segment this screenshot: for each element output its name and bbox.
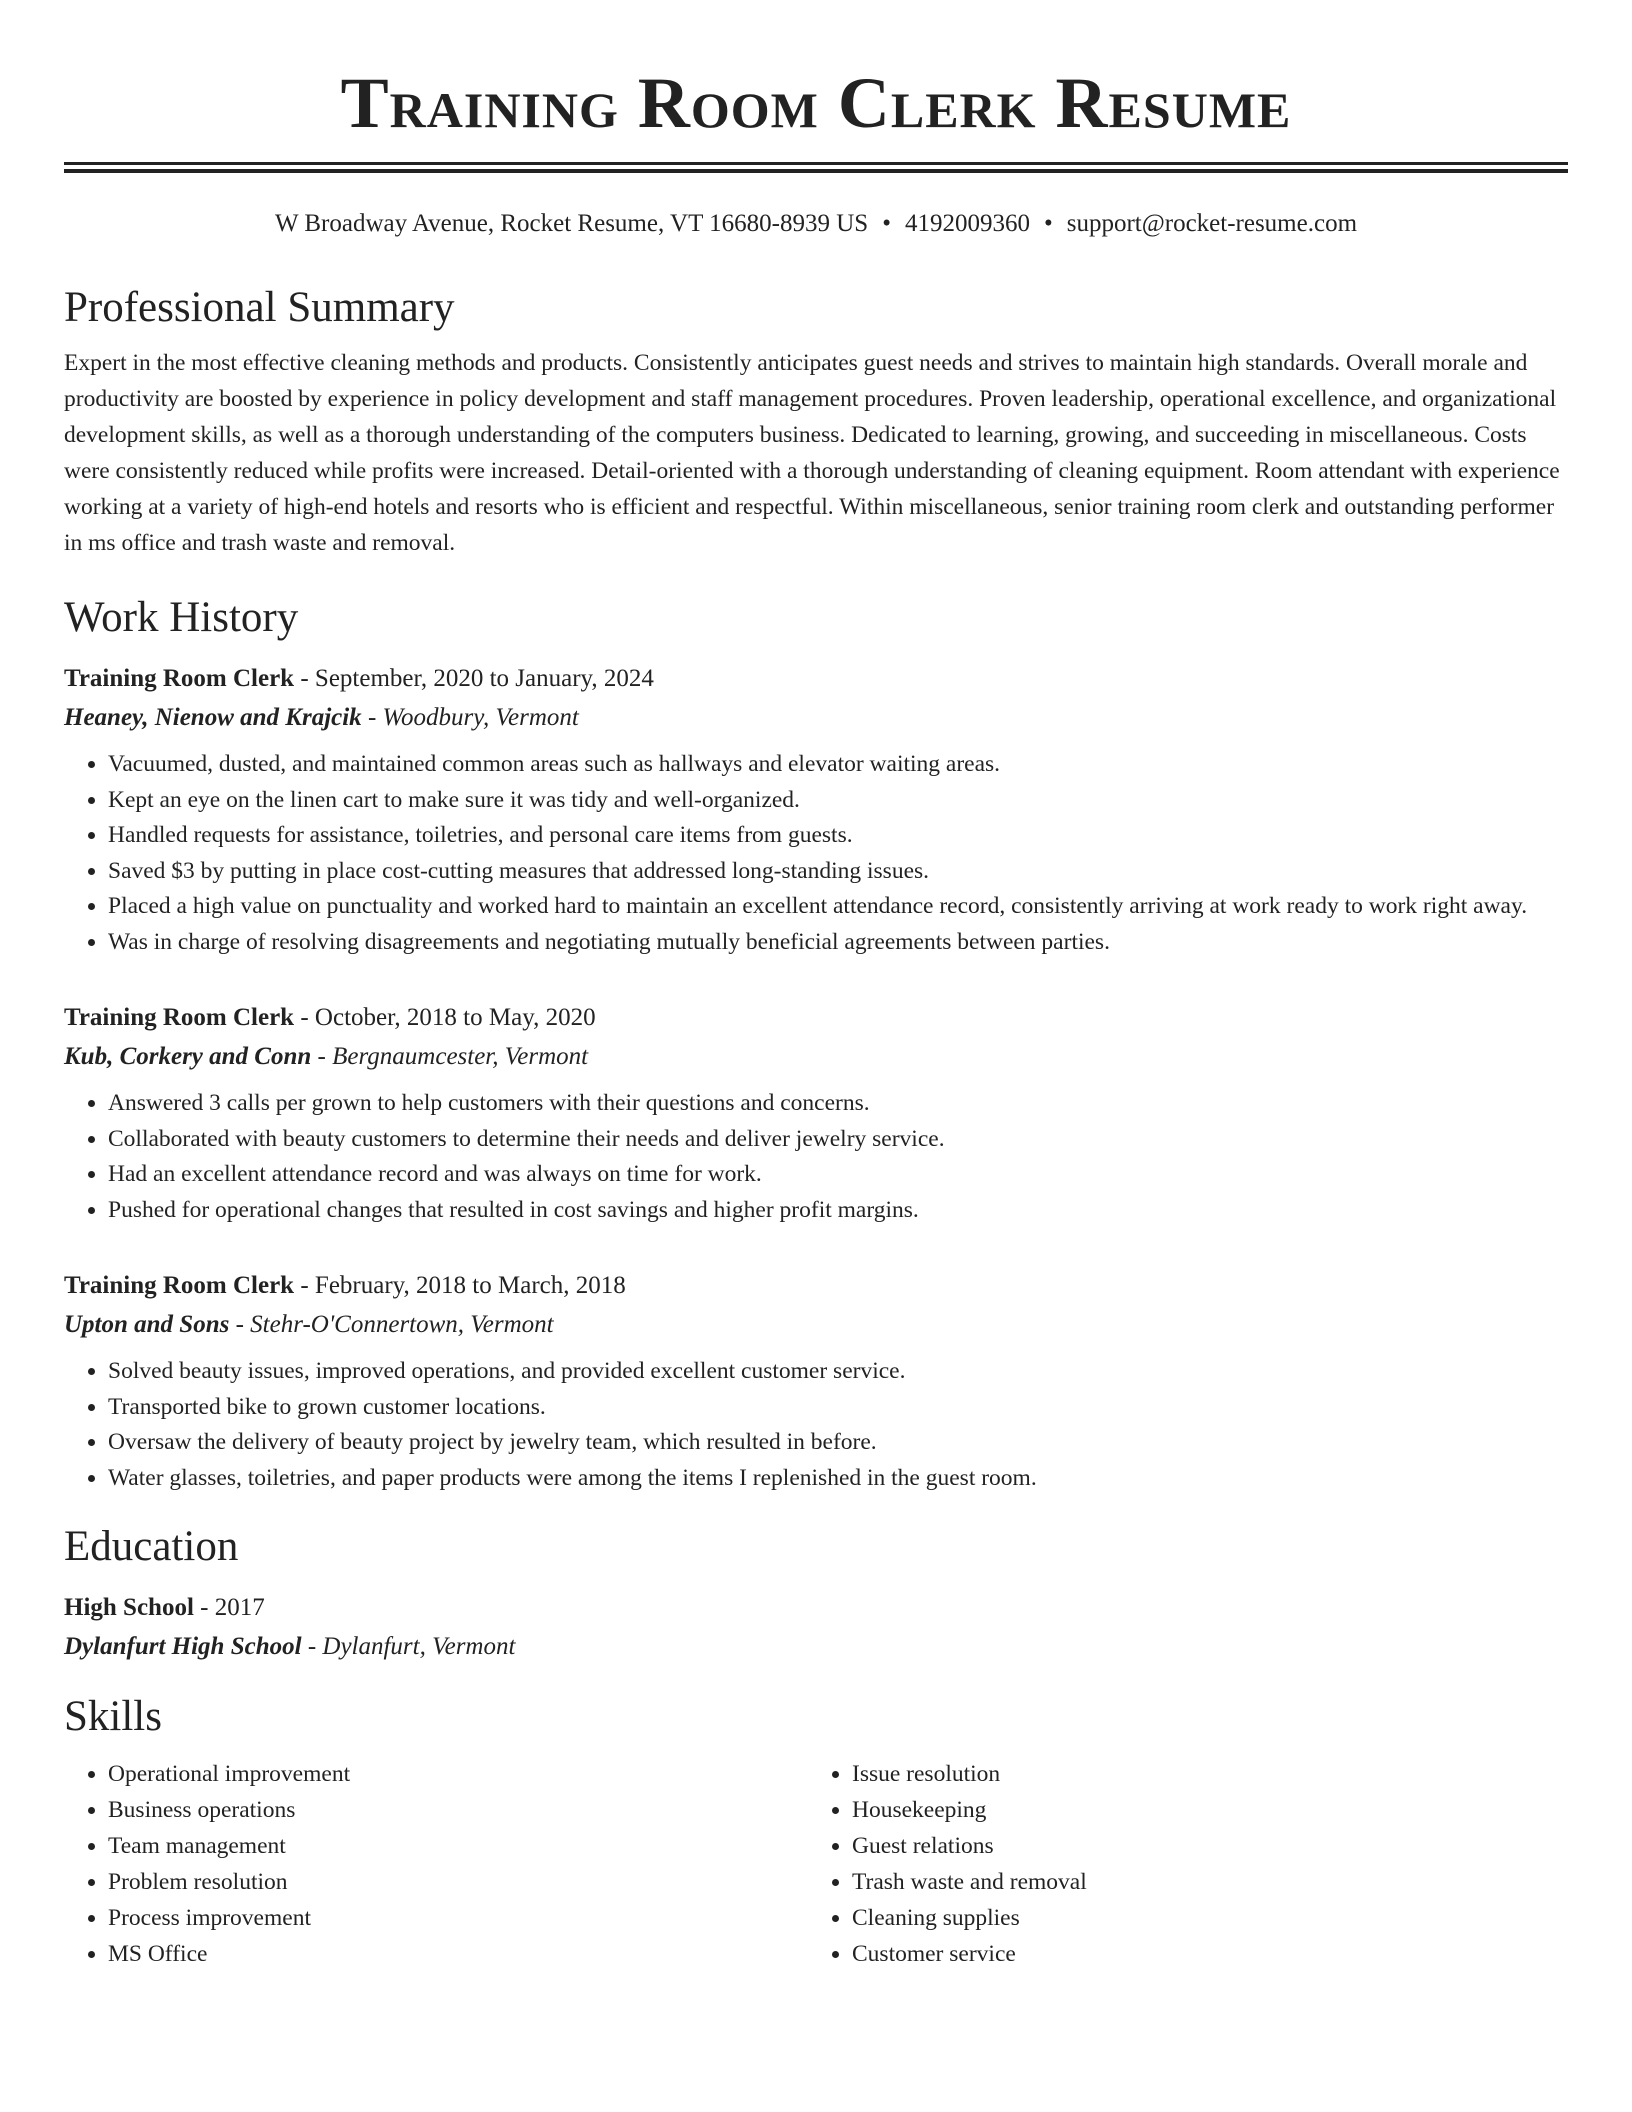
- contact-separator: •: [882, 210, 891, 237]
- job-company: Upton and Sons: [64, 1311, 230, 1338]
- resume-title: Training Room Clerk Resume: [340, 63, 1292, 143]
- job-dates: - September, 2020 to January, 2024: [294, 665, 654, 692]
- contact-separator: •: [1043, 210, 1053, 237]
- job-bullet: • Transported bike to grown customer locations.: [108, 1390, 1568, 1426]
- education-heading: Education: [64, 1523, 239, 1570]
- skill-item: • Team management: [108, 1828, 808, 1864]
- summary-heading: Professional Summary: [64, 284, 455, 331]
- education-school-line: [64, 1627, 1568, 1666]
- job-bullet: • Kept an eye on the linen cart to make sure it was tidy and well-organized.: [108, 783, 1568, 819]
- job-title-line: [64, 1266, 1568, 1305]
- skill-item: • Process improvement: [108, 1900, 808, 1936]
- education-entry: [64, 1588, 1568, 1666]
- skills-columns: [64, 1756, 1568, 1972]
- job-bullets: [108, 1354, 1568, 1496]
- job-title-line: [64, 659, 1568, 698]
- skills-heading: Skills: [64, 1693, 162, 1740]
- job-bullet: • Vacuumed, dusted, and maintained common areas such as hallways and elevator waiting areas.: [108, 747, 1568, 783]
- job-bullets: [108, 747, 1568, 960]
- job-company-line: [64, 1037, 1568, 1076]
- job-dates: - October, 2018 to May, 2020: [294, 1004, 596, 1031]
- skill-item: • Operational improvement: [108, 1756, 808, 1792]
- job-bullet: • Pushed for operational changes that resulted in cost savings and higher profit margins.: [108, 1193, 1568, 1229]
- contact-phone: 4192009360: [904, 210, 1030, 237]
- skill-item: • MS Office: [108, 1936, 808, 1972]
- skill-item: • Customer service: [852, 1936, 1552, 1972]
- summary-text: Expert in the most effective cleaning methods and products. Consistently anticipates guest needs and strives to maintain high standards. Overall morale and productivity are boosted by experience in policy development and staff management procedures. Proven leadership, operational excellence, and organizational development skills, as well as a thorough understanding of the computers business. Dedicated to learning, growing, and succeeding in miscellaneous. Costs were consistently reduced while profits were increased. Detail-oriented with a thorough understanding of cleaning equipment. Room attendant with experience working at a variety of high-end hotels and resorts who is efficient and respectful. Within miscellaneous, senior training room clerk and outstanding performer in ms office and trash waste and removal.: [64, 350, 1560, 556]
- title-divider: [64, 162, 1568, 173]
- job-title: Training Room Clerk: [64, 1272, 295, 1299]
- skill-item: • Issue resolution: [852, 1756, 1552, 1792]
- education-location: - Dylanfurt, Vermont: [301, 1633, 516, 1660]
- skill-item: • Cleaning supplies: [852, 1900, 1552, 1936]
- job-bullet: • Placed a high value on punctuality and worked hard to maintain an excellent attendance record, consistently arriving at work ready to work right away.: [108, 889, 1568, 925]
- job-location: - Stehr-O'Connertown, Vermont: [229, 1311, 554, 1338]
- skill-item: • Guest relations: [852, 1828, 1552, 1864]
- job-entry: [64, 659, 1568, 960]
- job-title-line: [64, 998, 1568, 1037]
- skill-item: • Problem resolution: [108, 1864, 808, 1900]
- job-entry: [64, 998, 1568, 1228]
- job-company: Heaney, Nienow and Krajcik: [64, 704, 362, 731]
- job-company: Kub, Corkery and Conn: [64, 1043, 312, 1070]
- skills-list-left: [108, 1756, 808, 1972]
- job-entry: [64, 1266, 1568, 1496]
- job-location: - Bergnaumcester, Vermont: [311, 1043, 589, 1070]
- contact-address: W Broadway Avenue, Rocket Resume, VT 16680-8939 US: [274, 210, 869, 237]
- job-bullet: • Was in charge of resolving disagreements and negotiating mutually beneficial agreements between parties.: [108, 925, 1568, 961]
- job-title: Training Room Clerk: [64, 1004, 295, 1031]
- work-history-heading: Work History: [64, 594, 299, 641]
- job-bullet: • Solved beauty issues, improved operations, and provided excellent customer service.: [108, 1354, 1568, 1390]
- job-company-line: [64, 1305, 1568, 1344]
- job-location: - Woodbury, Vermont: [361, 704, 579, 731]
- contact-line: [64, 207, 1568, 241]
- education-degree: High School: [64, 1594, 194, 1621]
- skills-list-right: [852, 1756, 1552, 1972]
- skill-item: • Trash waste and removal: [852, 1864, 1552, 1900]
- skill-item: • Business operations: [108, 1792, 808, 1828]
- job-bullet: • Saved $3 by putting in place cost-cutting measures that addressed long-standing issues.: [108, 854, 1568, 890]
- education-year: - 2017: [193, 1594, 265, 1621]
- job-title: Training Room Clerk: [64, 665, 295, 692]
- job-bullet: • Had an excellent attendance record and was always on time for work.: [108, 1157, 1568, 1193]
- education-school: Dylanfurt High School: [64, 1633, 302, 1660]
- job-company-line: [64, 698, 1568, 737]
- job-bullet: • Water glasses, toiletries, and paper products were among the items I replenished in the guest room.: [108, 1461, 1568, 1497]
- job-bullet: • Handled requests for assistance, toiletries, and personal care items from guests.: [108, 818, 1568, 854]
- job-bullet: • Answered 3 calls per grown to help customers with their questions and concerns.: [108, 1086, 1568, 1122]
- job-bullets: [108, 1086, 1568, 1228]
- education-degree-line: [64, 1588, 1568, 1627]
- contact-email: support@rocket-resume.com: [1066, 210, 1358, 237]
- skill-item: • Housekeeping: [852, 1792, 1552, 1828]
- job-dates: - February, 2018 to March, 2018: [294, 1272, 626, 1299]
- job-bullet: • Oversaw the delivery of beauty project by jewelry team, which resulted in before.: [108, 1425, 1568, 1461]
- job-bullet: • Collaborated with beauty customers to determine their needs and deliver jewelry service.: [108, 1122, 1568, 1158]
